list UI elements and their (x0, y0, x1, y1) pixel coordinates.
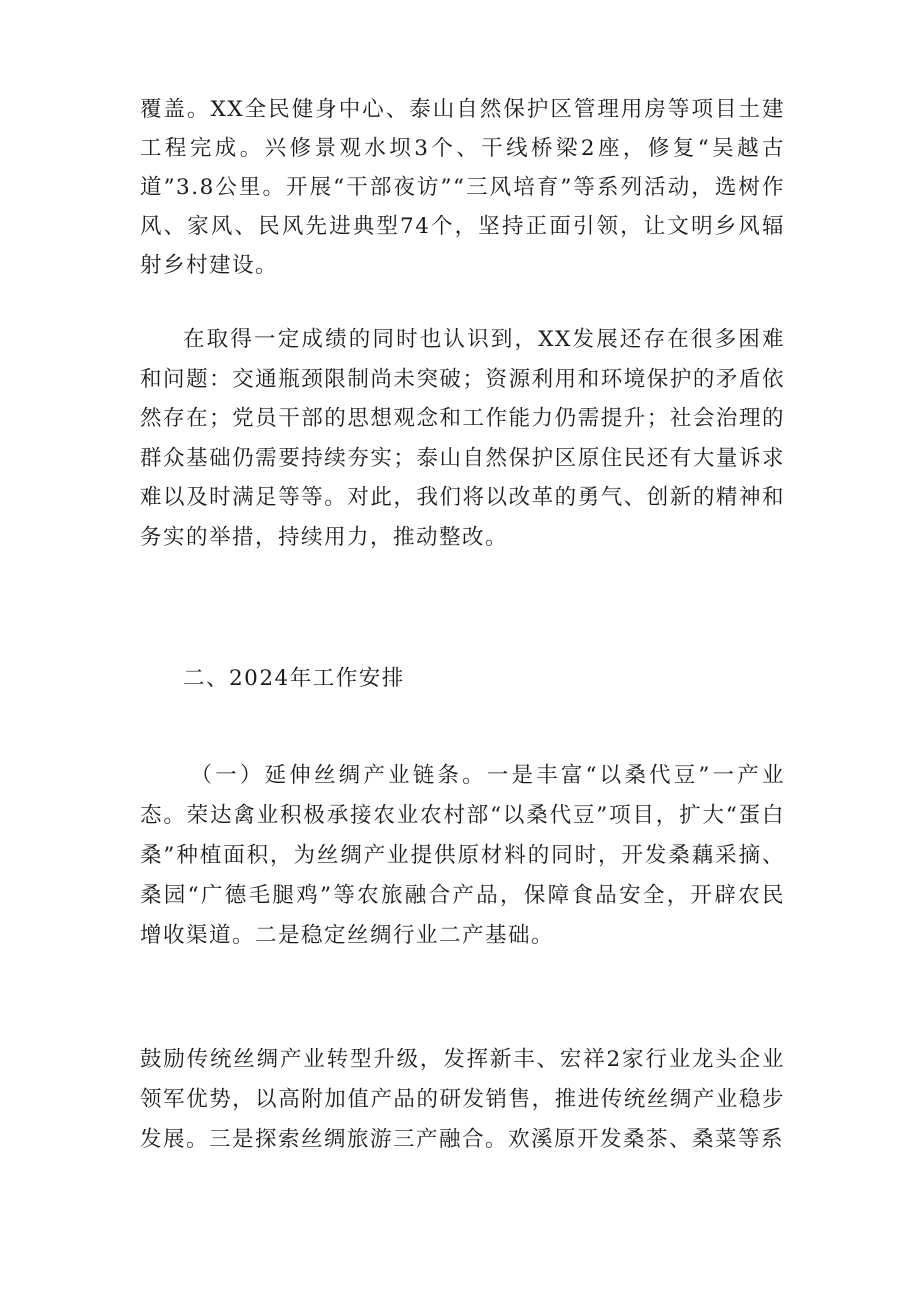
paragraph-silk-upgrade: 鼓励传统丝绸产业转型升级，发挥新丰、宏祥2家行业龙头企业领军优势，以高附加值产品的研发销售，推进传统丝绸产业稳步发展。三是探索丝绸旅游三产融合。欢溪原开发桑茶、桑菜等系 (140, 1047, 785, 1152)
paragraph-problems: 在取得一定成绩的同时也认识到，XX发展还存在很多困难和问题：交通瓶颈限制尚未突破；资源利用和环境保护的矛盾依然存在；党员干部的思想观念和工作能力仍需提升；社会治理的群众基础仍需要持续夯实；泰山自然保护区原住民还有大量诉求难以及时满足等等。对此，我们将以改革的勇气、创新的精神和务实的举措，持续用力，推动整改。 (140, 327, 785, 550)
paragraph-silk-industry-chain: （一）延伸丝绸产业链条。一是丰富“以桑代豆”一产业态。荣达禽业积极承接农业农村部“以桑代豆”项目，扩大“蛋白桑”种植面积，为丝绸产业提供原材料的同时，开发桑藕采摘、桑园“广德毛腿鸡”等农旅融合产品，保障食品安全，开辟农民增收渠道。二是稳定丝绸行业二产基础。 (140, 763, 785, 948)
section-heading-2024-plan: 二、2024年工作安排 (183, 666, 405, 691)
paragraph-achievements-end: 覆盖。XX全民健身中心、泰山自然保护区管理用房等项目土建工程完成。兴修景观水坝3个、干线桥梁2座，修复“吴越古道”3.8公里。开展“干部夜访”“三风培育”等系列活动，选树作风、家风、民风先进典型74个，坚持正面引领，让文明乡风辐射乡村建设。 (140, 97, 785, 278)
